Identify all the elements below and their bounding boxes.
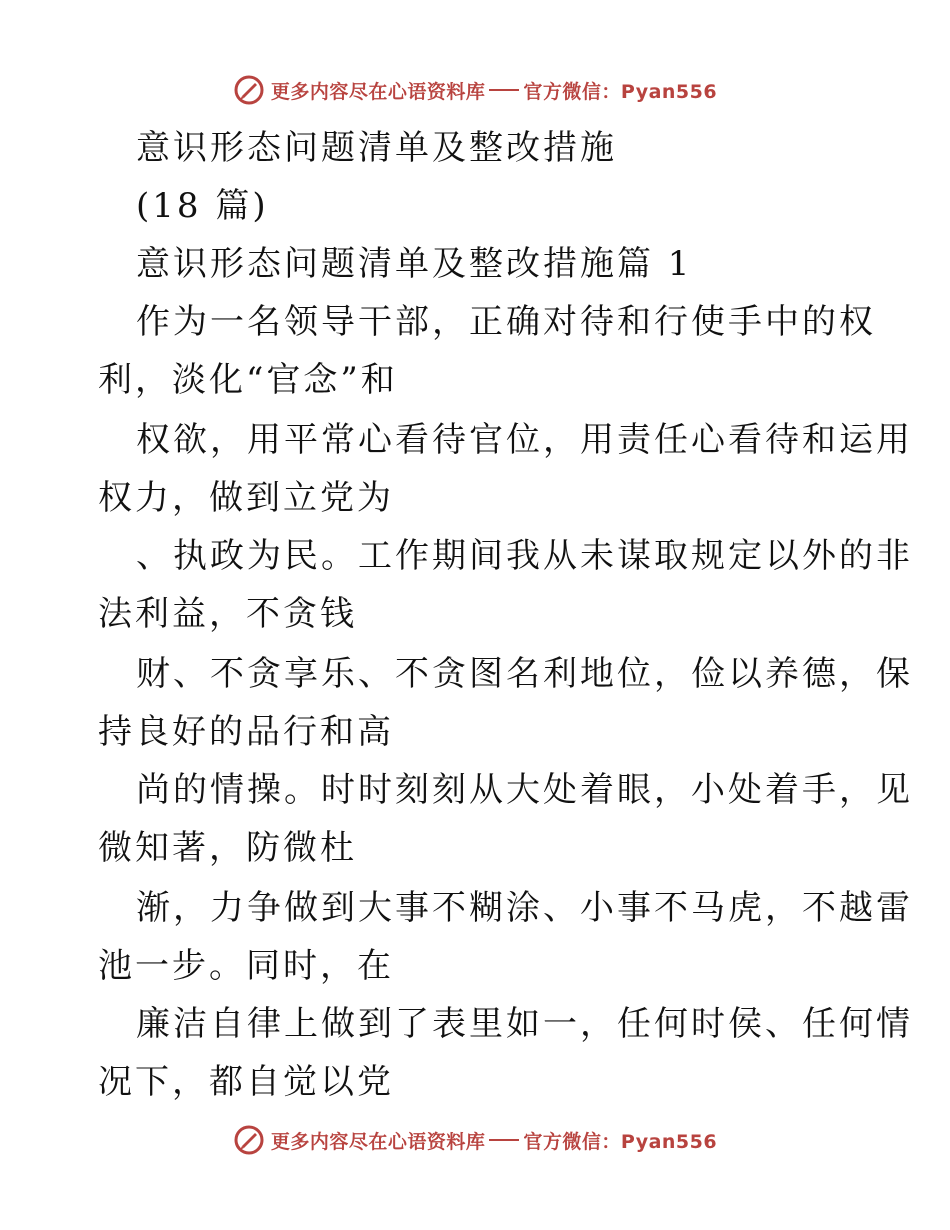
body-line: 尚的情操。时时刻刻从大处着眼，小处着手，见: [136, 770, 913, 810]
body-line: 权力，做到立党为: [98, 478, 394, 518]
document-title-line-1: 意识形态问题清单及整改措施: [136, 128, 617, 168]
watermark-site-text: 更多内容尽在心语资料库: [270, 80, 486, 103]
pen-logo-icon: [233, 74, 265, 106]
body-line: 微知著，防微杜: [98, 828, 357, 868]
footer-watermark: [0, 1120, 950, 1160]
header-watermark: [0, 70, 950, 110]
body-line: 持良好的品行和高: [98, 712, 394, 752]
body-line: 作为一名领导干部，正确对待和行使手中的权: [136, 302, 876, 342]
pen-logo-icon: [233, 1124, 265, 1156]
body-line: 况下，都自觉以党: [98, 1062, 394, 1102]
watermark-dash: [489, 1139, 519, 1141]
watermark-site-text: 更多内容尽在心语资料库: [270, 1130, 486, 1153]
body-line: 池一步。同时，在: [98, 946, 394, 986]
document-title-line-2: (18 篇): [136, 186, 269, 226]
body-line: 法利益，不贪钱: [98, 594, 357, 634]
body-line: 渐，力争做到大事不糊涂、小事不马虎，不越雷: [136, 888, 913, 928]
watermark-contact-text: 官方微信：Pyan556: [523, 1130, 718, 1153]
body-line: 廉洁自律上做到了表里如一，任何时侯、任何情: [136, 1004, 913, 1044]
body-line: 财、不贪享乐、不贪图名利地位，俭以养德，保: [136, 654, 913, 694]
body-line: 权欲，用平常心看待官位，用责任心看待和运用: [136, 420, 913, 460]
watermark-dash: [489, 89, 519, 91]
body-line: 、执政为民。工作期间我从未谋取规定以外的非: [136, 536, 913, 576]
watermark-contact-text: 官方微信：Pyan556: [523, 80, 718, 103]
section-heading: 意识形态问题清单及整改措施篇 1: [136, 244, 693, 284]
body-line: 利，淡化“官念”和: [98, 360, 398, 400]
